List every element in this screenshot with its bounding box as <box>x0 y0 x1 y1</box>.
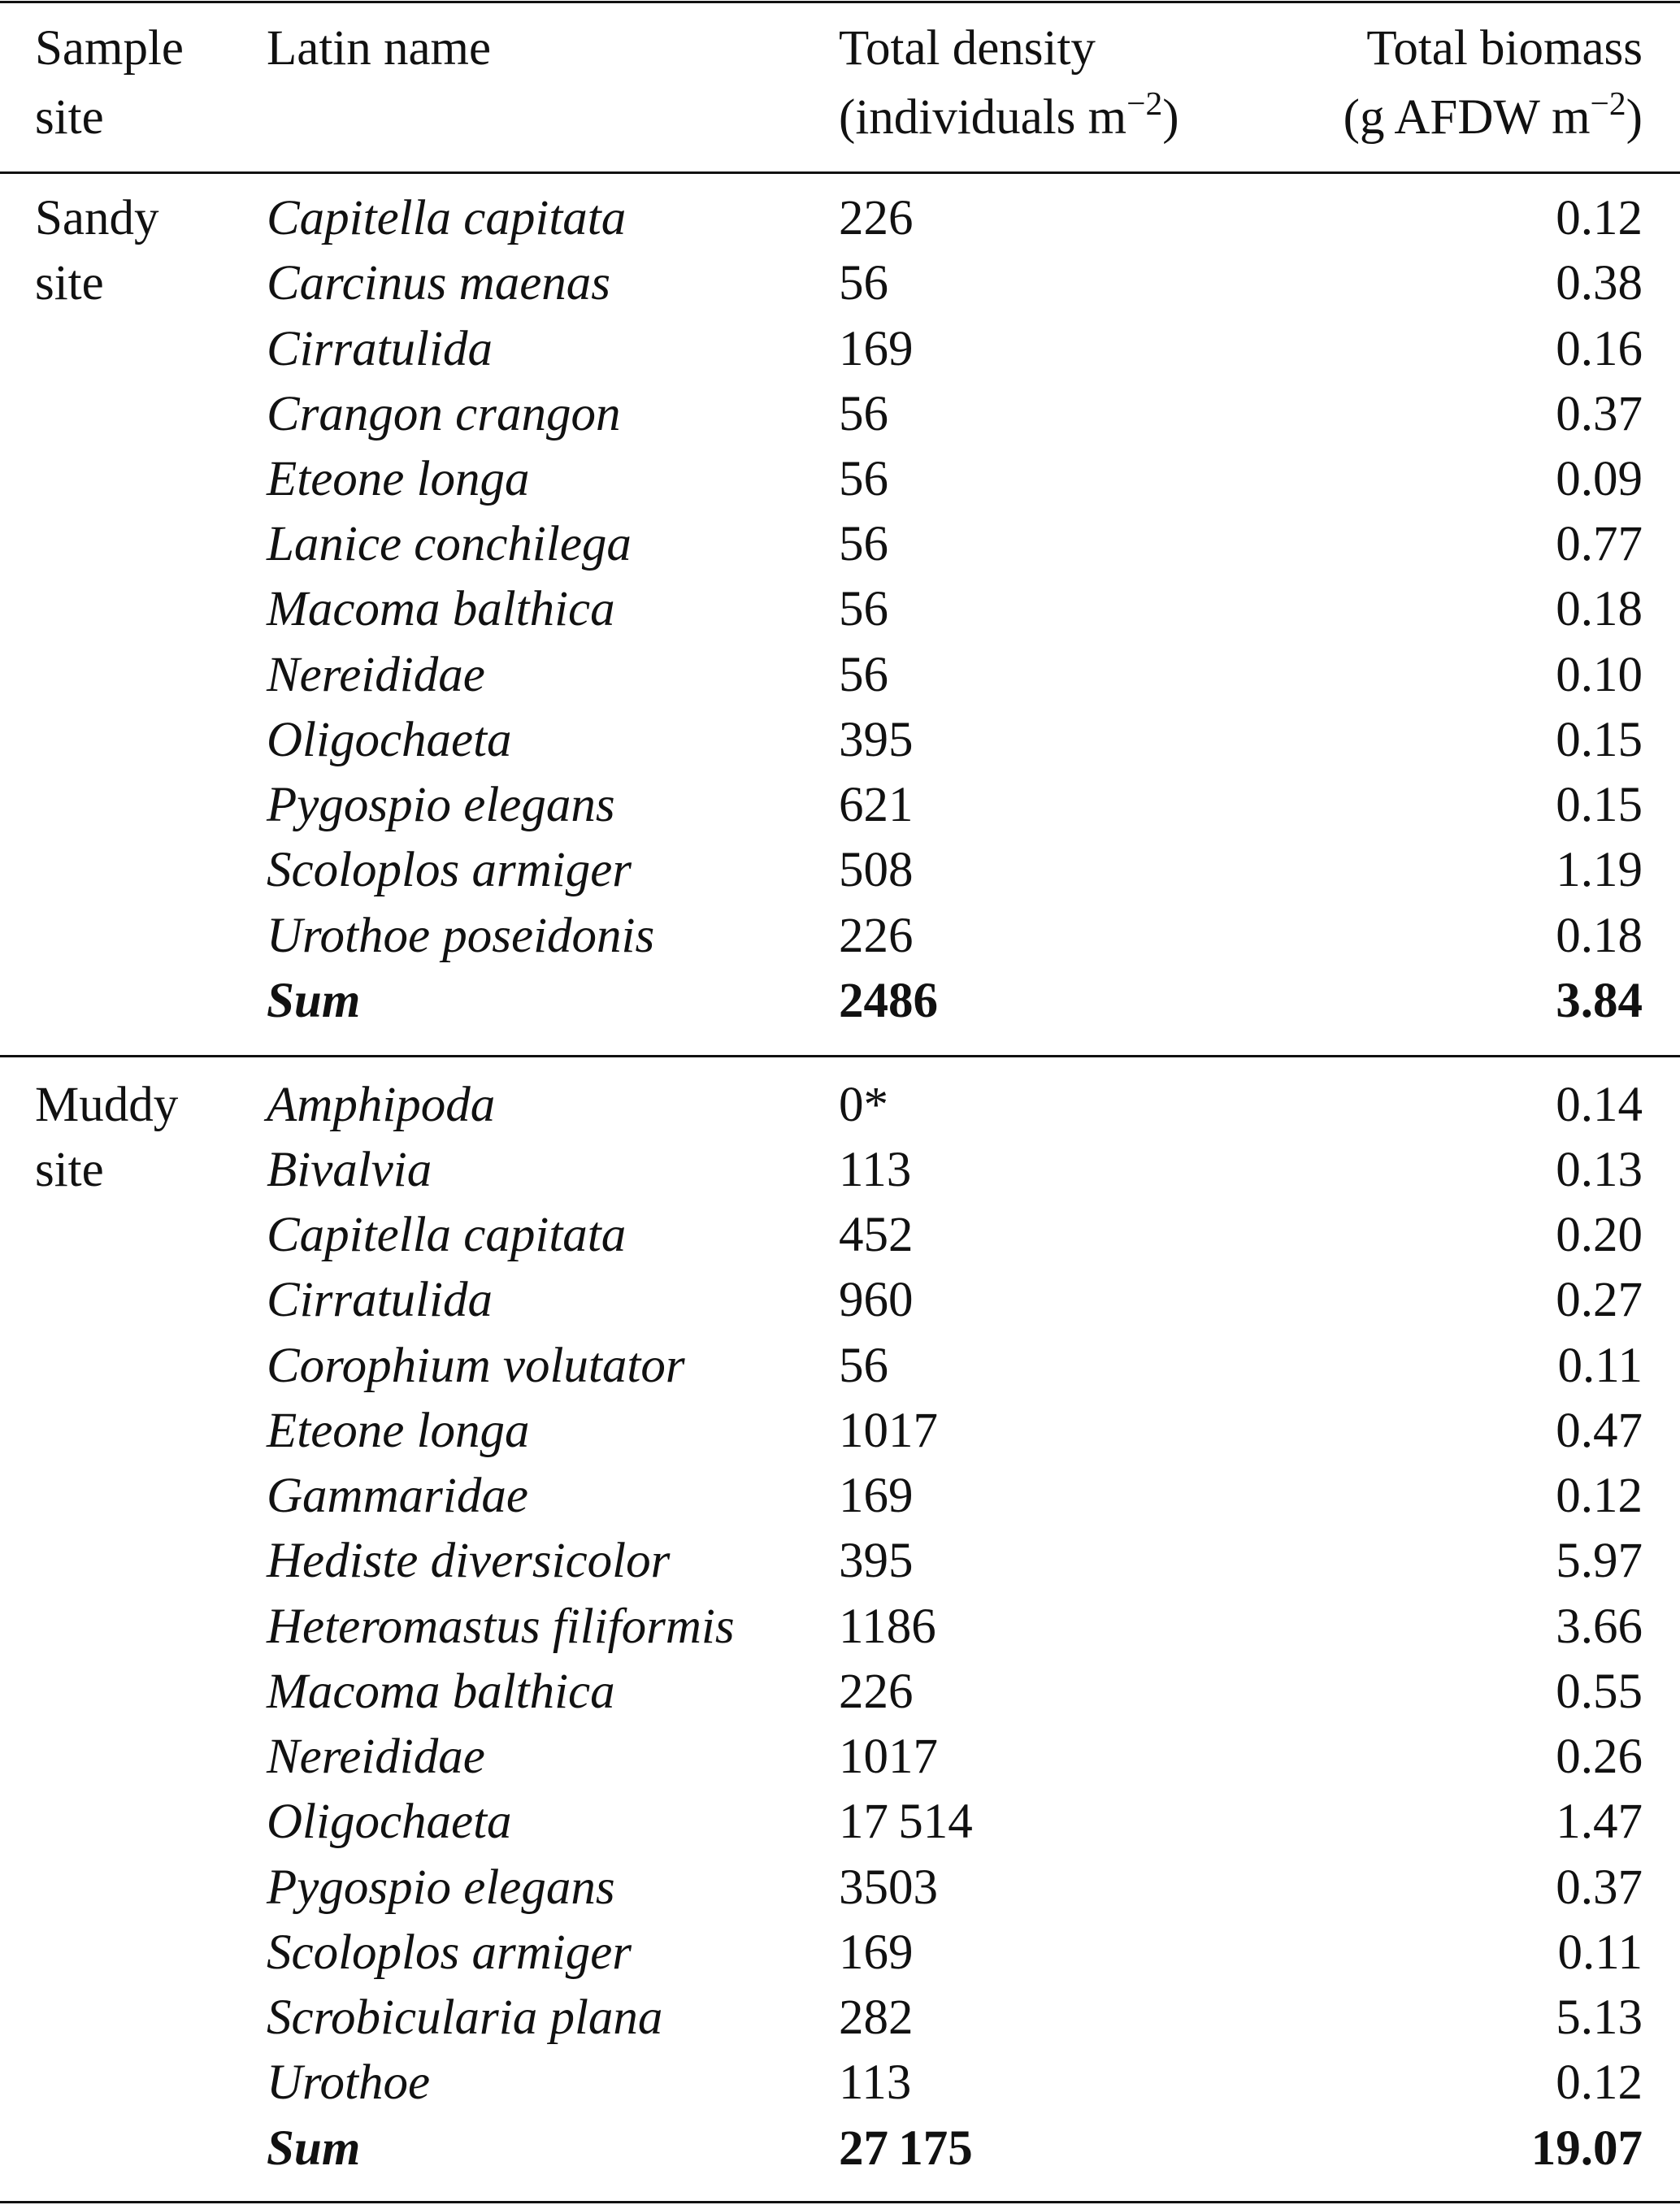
sandy-row-name: Crangon crangon <box>267 387 621 441</box>
muddy-row-biomass: 0.11 <box>1557 1339 1643 1393</box>
muddy-sum-label: Sum <box>267 2121 361 2176</box>
sandy-row-density: 226 <box>839 909 914 963</box>
muddy-row-name: Nereididae <box>267 1730 485 1784</box>
sandy-row-density: 508 <box>839 843 914 897</box>
muddy-row-density: 395 <box>839 1534 914 1588</box>
muddy-row-name: Heteromastus filiformis <box>267 1599 735 1654</box>
sandy-row-biomass: 1.19 <box>1556 843 1643 897</box>
muddy-row-density: 0* <box>839 1078 888 1132</box>
sandy-row-biomass: 0.15 <box>1556 778 1643 832</box>
sandy-row-biomass: 0.15 <box>1556 713 1643 767</box>
sandy-site-label-line2: site <box>35 256 104 310</box>
sandy-row-name: Macoma balthica <box>267 582 615 636</box>
sandy-sum-label: Sum <box>267 974 361 1028</box>
sandy-row-biomass: 0.12 <box>1556 191 1643 245</box>
sandy-row-biomass: 0.10 <box>1556 648 1643 702</box>
sandy-row-density: 56 <box>839 387 888 441</box>
muddy-row-biomass: 0.12 <box>1556 1469 1643 1523</box>
muddy-row-biomass: 0.20 <box>1556 1208 1643 1262</box>
muddy-row-biomass: 0.26 <box>1556 1730 1643 1784</box>
sandy-sum-density: 2486 <box>839 974 938 1028</box>
muddy-site-label-line2: site <box>35 1143 104 1197</box>
sandy-row-name: Nereididae <box>267 648 485 702</box>
muddy-row-name: Eteone longa <box>267 1404 530 1458</box>
muddy-row-density: 226 <box>839 1665 914 1719</box>
table-bottom-rule <box>0 2201 1680 2203</box>
header-density-exponent: −2 <box>1127 84 1163 122</box>
sandy-row-density: 395 <box>839 713 914 767</box>
muddy-row-density: 56 <box>839 1339 888 1393</box>
sandy-row-name: Carcinus maenas <box>267 256 611 310</box>
muddy-row-biomass: 0.13 <box>1556 1143 1643 1197</box>
sandy-row-biomass: 0.38 <box>1556 256 1643 310</box>
muddy-row-density: 452 <box>839 1208 914 1262</box>
sandy-sum-biomass: 3.84 <box>1556 974 1643 1028</box>
header-biomass-unit: (g AFDW m <box>1343 90 1591 145</box>
muddy-row-density: 113 <box>839 2055 912 2110</box>
sandy-row-density: 226 <box>839 191 914 245</box>
header-latin-name: Latin name <box>267 21 492 76</box>
muddy-row-biomass: 0.14 <box>1556 1078 1643 1132</box>
muddy-row-biomass: 0.12 <box>1556 2055 1643 2110</box>
sandy-row-name: Urothoe poseidonis <box>267 909 655 963</box>
muddy-row-biomass: 3.66 <box>1556 1599 1643 1654</box>
sandy-row-name: Capitella capitata <box>267 191 627 245</box>
header-biomass-line1: Total biomass <box>1366 21 1643 76</box>
header-density-unit: (individuals m <box>839 90 1127 145</box>
muddy-row-density: 282 <box>839 1990 914 2045</box>
sandy-row-name: Oligochaeta <box>267 713 512 767</box>
muddy-row-biomass: 5.13 <box>1556 1990 1643 2045</box>
header-biomass-close: ) <box>1626 90 1643 145</box>
sandy-row-density: 56 <box>839 582 888 636</box>
muddy-row-density: 3503 <box>839 1860 938 1915</box>
muddy-row-name: Macoma balthica <box>267 1665 615 1719</box>
muddy-row-biomass: 0.47 <box>1556 1404 1643 1458</box>
sandy-row-biomass: 0.18 <box>1556 582 1643 636</box>
muddy-row-biomass: 0.11 <box>1557 1925 1643 1980</box>
muddy-row-density: 169 <box>839 1925 914 1980</box>
muddy-row-name: Scoloplos armiger <box>267 1925 632 1980</box>
header-site-line2: site <box>35 90 104 145</box>
muddy-row-biomass: 0.27 <box>1556 1273 1643 1327</box>
muddy-row-density: 1017 <box>839 1404 938 1458</box>
sandy-row-biomass: 0.18 <box>1556 909 1643 963</box>
muddy-row-name: Bivalvia <box>267 1143 432 1197</box>
muddy-sum-density: 27 175 <box>839 2121 973 2176</box>
sandy-row-density: 56 <box>839 517 888 571</box>
sandy-row-density: 621 <box>839 778 914 832</box>
muddy-row-density: 169 <box>839 1469 914 1523</box>
sandy-row-name: Cirratulida <box>267 322 493 376</box>
muddy-row-name: Corophium volutator <box>267 1339 685 1393</box>
muddy-row-density: 1186 <box>839 1599 936 1654</box>
sandy-row-name: Scoloplos armiger <box>267 843 632 897</box>
header-density-line1: Total density <box>839 21 1096 76</box>
header-density-line2 <box>839 83 1179 153</box>
sandy-row-name: Pygospio elegans <box>267 778 615 832</box>
sandy-site-label-line1: Sandy <box>35 191 159 245</box>
sandy-row-density: 56 <box>839 648 888 702</box>
muddy-row-name: Capitella capitata <box>267 1208 627 1262</box>
sandy-row-biomass: 0.77 <box>1556 517 1643 571</box>
muddy-row-biomass: 1.47 <box>1556 1795 1643 1849</box>
sandy-row-biomass: 0.09 <box>1556 452 1643 506</box>
muddy-row-density: 1017 <box>839 1730 938 1784</box>
muddy-sum-biomass: 19.07 <box>1530 2121 1643 2176</box>
sandy-row-density: 56 <box>839 256 888 310</box>
muddy-row-density: 113 <box>839 1143 912 1197</box>
muddy-row-name: Hediste diversicolor <box>267 1534 671 1588</box>
sandy-row-biomass: 0.16 <box>1556 322 1643 376</box>
header-biomass-exponent: −2 <box>1590 84 1626 122</box>
muddy-row-name: Oligochaeta <box>267 1795 512 1849</box>
muddy-row-name: Amphipoda <box>267 1078 496 1132</box>
muddy-row-density: 17 514 <box>839 1795 973 1849</box>
sandy-row-biomass: 0.37 <box>1556 387 1643 441</box>
sandy-row-density: 56 <box>839 452 888 506</box>
muddy-site-label-line1: Muddy <box>35 1078 179 1132</box>
sandy-row-density: 169 <box>839 322 914 376</box>
section-separator-rule <box>0 1055 1680 1057</box>
muddy-row-density: 960 <box>839 1273 914 1327</box>
header-biomass-line2 <box>1344 83 1643 153</box>
muddy-row-name: Gammaridae <box>267 1469 528 1523</box>
muddy-row-biomass: 5.97 <box>1556 1534 1643 1588</box>
muddy-row-name: Pygospio elegans <box>267 1860 615 1915</box>
table-top-rule <box>0 1 1680 3</box>
muddy-row-name: Scrobicularia plana <box>267 1990 663 2045</box>
header-site-line1: Sample <box>35 21 184 76</box>
muddy-row-biomass: 0.37 <box>1556 1860 1643 1915</box>
muddy-row-biomass: 0.55 <box>1556 1665 1643 1719</box>
muddy-row-name: Urothoe <box>267 2055 431 2110</box>
header-density-close: ) <box>1162 90 1179 145</box>
sandy-row-name: Lanice conchilega <box>267 517 632 571</box>
header-rule <box>0 171 1680 174</box>
muddy-row-name: Cirratulida <box>267 1273 493 1327</box>
sandy-row-name: Eteone longa <box>267 452 530 506</box>
